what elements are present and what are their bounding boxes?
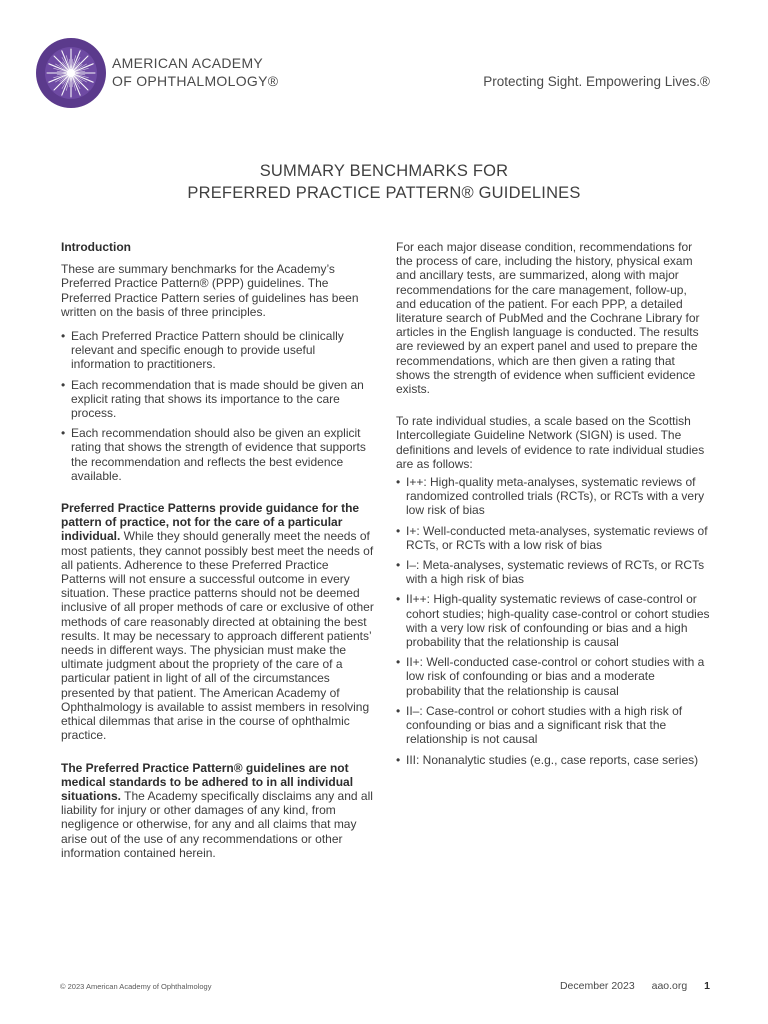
standards-bold: The Preferred Practice Pattern® guidelines are not medical standards to be adhered to in all individual situations. — [61, 760, 354, 803]
principles-list — [61, 329, 374, 483]
list-item: • III: Nonanalytic studies (e.g., case reports, case series) — [396, 753, 710, 767]
list-item: • Each recommendation should also be given an explicit rating that shows the strength of evidence that supports the recommendation and reflects the best evidence available. — [61, 426, 374, 483]
aao-logo-icon — [36, 38, 106, 108]
title-line2: PREFERRED PRACTICE PATTERN® GUIDELINES — [187, 184, 581, 202]
process-paragraph: For each major disease condition, recommendations for the process of care, including the history, physical exam and ancillary tests, are summarized, along with major recommendations for the care management, follow-up, and education of the patient. For each PPP, a detailed literature search of PubMed and the Cochrane Library for articles in the English language is conducted. The results are reviewed by an expert panel and used to prepare the recommendations, which are then given a rating that shows the strength of evidence when sufficient evidence exists. — [396, 240, 700, 397]
page-title — [0, 160, 768, 204]
list-item: • Each Preferred Practice Pattern should be clinically relevant and specific enough to provide useful information to practitioners. — [61, 329, 374, 372]
list-item: • I–: Meta-analyses, systematic reviews of RCTs, or RCTs with a high risk of bias — [396, 558, 710, 586]
guidance-paragraph — [61, 501, 374, 742]
footer-date: December 2023 — [559, 980, 635, 992]
list-item: • Each recommendation that is made should be given an explicit rating that shows its importance to the care process. — [61, 378, 374, 421]
footer-site-link[interactable]: aao.org — [651, 980, 688, 992]
left-column — [61, 240, 374, 870]
footer-copyright: © 2023 American Academy of Ophthalmology — [60, 982, 212, 991]
list-item: • II++: High-quality systematic reviews of case-control or cohort studies; high-quality case-control or cohort studies with a very low risk of confounding or bias and a high probability that the relationship is causal — [396, 592, 710, 649]
rating-paragraph: To rate individual studies, a scale based on the Scottish Intercollegiate Guideline Network (SIGN) is used. The definitions and levels of evidence to rate individual studies are as follows: — [396, 414, 705, 471]
org-name-line2: OF OPHTHALMOLOGY® — [112, 73, 279, 89]
introduction-heading: Introduction — [61, 240, 131, 254]
standards-text: The Academy specifically disclaims any and all liability for injury or other damages of any kind, from negligence or otherwise, for any and all claims that may arise out of the use of any recommendations or other information contained herein. — [61, 788, 373, 860]
standards-paragraph — [61, 761, 374, 860]
page-number: 1 — [704, 980, 710, 992]
org-name-line1: AMERICAN ACADEMY — [112, 55, 264, 71]
right-column — [396, 240, 710, 777]
organization-name — [112, 54, 278, 90]
footer-meta — [546, 980, 710, 992]
list-item: • II–: Case-control or cohort studies with a high risk of confounding or bias and a significant risk that the relationship is not causal — [396, 704, 710, 747]
guidance-text: While they should generally meet the needs of most patients, they cannot possibly best meet the needs of all patients. Adherence to these Preferred Practice Patterns will not ensure a successful outcome in every situation. These practice patterns should not be deemed inclusive of all proper methods of care or exclusive of other methods of care reasonably directed at obtaining the best results. It may be necessary to approach different patients’ needs in different ways. The physician must make the ultimate judgment about the propriety of the care of a particular patient in light of all of the circumstances presented by that patient. The American Academy of Ophthalmology is available to assist members in resolving ethical dilemmas that arise in the course of ophthalmic practice. — [61, 529, 374, 743]
title-line1: SUMMARY BENCHMARKS FOR — [259, 162, 509, 180]
introduction-paragraph: These are summary benchmarks for the Academy’s Preferred Practice Pattern® (PPP) guidelines. The Preferred Practice Pattern series of guidelines has been written on the basis of three principles. — [61, 262, 359, 319]
list-item: • I++: High-quality meta-analyses, systematic reviews of randomized controlled trials (RCTs), or RCTs with a very low risk of bias — [396, 475, 710, 518]
list-item: • I+: Well-conducted meta-analyses, systematic reviews of RCTs, or RCTs with a low risk of bias — [396, 524, 710, 552]
list-item: • II+: Well-conducted case-control or cohort studies with a low risk of confounding or bias and a moderate probability that the relationship is causal — [396, 655, 710, 698]
tagline: Protecting Sight. Empowering Lives.® — [483, 74, 710, 89]
evidence-levels-list — [396, 475, 710, 767]
guidance-bold: Preferred Practice Patterns provide guidance for the pattern of practice, not for the care of a particular individual. — [61, 501, 360, 544]
